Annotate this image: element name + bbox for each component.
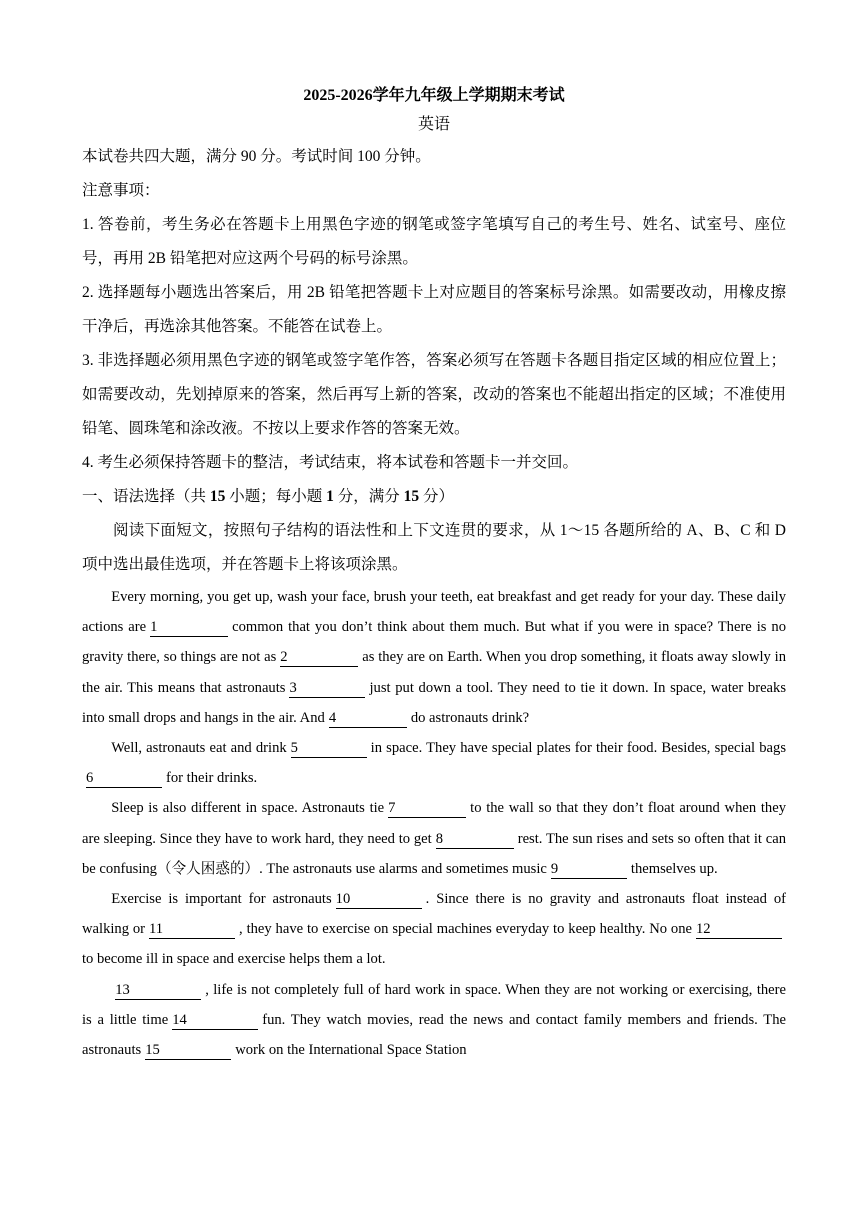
blank-6: 6 — [86, 769, 162, 788]
passage-text: in space. They have special plates for their food. Besides, special bags — [370, 740, 786, 757]
notice-heading: 注意事项： — [82, 182, 160, 199]
section-points-each: 1 — [326, 488, 334, 505]
passage-text: to become ill in space and exercise helps them a lot. — [82, 951, 386, 968]
blank-7: 7 — [388, 799, 466, 818]
section-heading-prefix: 一、语法选择（共 — [82, 488, 210, 505]
blank-15: 15 — [145, 1041, 231, 1060]
passage-text: . Since there is no gravity and astronauts float instead of walking or — [82, 891, 786, 938]
passage-paragraph-1 — [82, 582, 786, 733]
passage-text: , they have to exercise on special machines everyday to keep healthy. No one — [239, 921, 692, 938]
section-heading-suffix: 分） — [419, 488, 455, 505]
blank-14: 14 — [172, 1011, 258, 1030]
passage-text: themselves up. — [630, 860, 718, 877]
blank-8: 8 — [436, 830, 514, 849]
passage-text: Every morning, you get up, wash your face, brush your teeth, eat breakfast and get ready for your day. These daily actions are — [82, 589, 786, 636]
blank-13: 13 — [115, 981, 201, 1000]
passage-text: common that you don’t think about them much. But what if you were in space? There is no gravity there, so things are not as — [82, 619, 786, 666]
passage-paragraph-4 — [82, 884, 786, 975]
notice-item-4: 4. 考生必须保持答题卡的整洁，考试结束，将本试卷和答题卡一并交回。 — [82, 454, 579, 471]
passage-text: just put down a tool. They need to tie it down. In space, water breaks into small drops and hangs in the air. And — [82, 679, 787, 726]
passage-text: Exercise is important for astronauts — [111, 891, 332, 908]
exam-intro: 本试卷共四大题，满分 90 分。考试时间 100 分钟。 — [82, 148, 431, 165]
reading-passage — [82, 582, 786, 1065]
exam-page — [82, 82, 786, 1065]
section-heading — [82, 480, 786, 514]
notice-item-2: 2. 选择题每小题选出答案后，用 2B 铅笔把答题卡上对应题目的答案标号涂黑。如需要改动，用橡皮擦干净后，再选涂其他答案。不能答在试卷上。 — [82, 284, 786, 335]
blank-10: 10 — [336, 890, 422, 909]
passage-paragraph-5 — [82, 975, 786, 1066]
passage-text: , life is not completely full of hard work in space. When they are not working or exercising, there is a little time — [82, 981, 786, 1028]
passage-text: Well, astronauts eat and drink — [111, 740, 287, 757]
blank-5: 5 — [291, 739, 367, 758]
blank-12: 12 — [696, 920, 782, 939]
notice-item-3: 3. 非选择题必须用黑色字迹的钢笔或签字笔作答，答案必须写在答题卡各题目指定区域的相应位置上；如需要改动，先划掉原来的答案，然后再写上新的答案，改动的答案也不能超出指定的区域；不准使用铅笔、圆珠笔和涂改液。不按以上要求作答的答案无效。 — [82, 352, 786, 437]
blank-3: 3 — [289, 679, 365, 698]
passage-text: Sleep is also different in space. Astronauts tie — [111, 800, 385, 817]
exam-title: 2025-2026学年九年级上学期期末考试 — [303, 87, 565, 104]
section-points-total: 15 — [403, 488, 420, 505]
blank-2: 2 — [280, 648, 358, 667]
section-question-count: 15 — [209, 488, 226, 505]
exam-subject: 英语 — [417, 116, 450, 133]
passage-text: work on the International Space Station — [235, 1042, 467, 1059]
section-instruction: 阅读下面短文，按照句子结构的语法性和上下文连贯的要求，从 1～15 各题所给的 A、B、C 和 D 项中选出最佳选项，并在答题卡上将该项涂黑。 — [82, 522, 786, 573]
section-heading-mid1: 小题；每小题 — [225, 488, 327, 505]
notice-item-1: 1. 答卷前，考生务必在答题卡上用黑色字迹的钢笔或签字笔填写自己的考生号、姓名、试室号、座位号，再用 2B 铅笔把对应这两个号码的标号涂黑。 — [82, 216, 786, 267]
section-heading-mid2: 分，满分 — [333, 488, 404, 505]
passage-text: rest. The sun rises and sets so often that it can be confusing（令人困惑的）. The astronauts use alarms and sometimes music — [82, 830, 786, 877]
passage-text: to the wall so that they don’t float around when they are sleeping. Since they have to work hard, they need to get — [82, 800, 786, 847]
blank-4: 4 — [329, 709, 407, 728]
passage-text: as they are on Earth. When you drop something, it floats away slowly in the air. This means that astronauts — [82, 649, 786, 696]
passage-text: fun. They watch movies, read the news and contact family members and friends. The astronauts — [82, 1011, 786, 1059]
blank-11: 11 — [149, 920, 235, 939]
passage-text: for their drinks. — [166, 770, 258, 787]
blank-1: 1 — [150, 618, 228, 637]
blank-9: 9 — [551, 860, 627, 879]
passage-text: do astronauts drink? — [410, 709, 530, 726]
passage-paragraph-2 — [82, 733, 786, 793]
passage-paragraph-3 — [82, 793, 786, 884]
